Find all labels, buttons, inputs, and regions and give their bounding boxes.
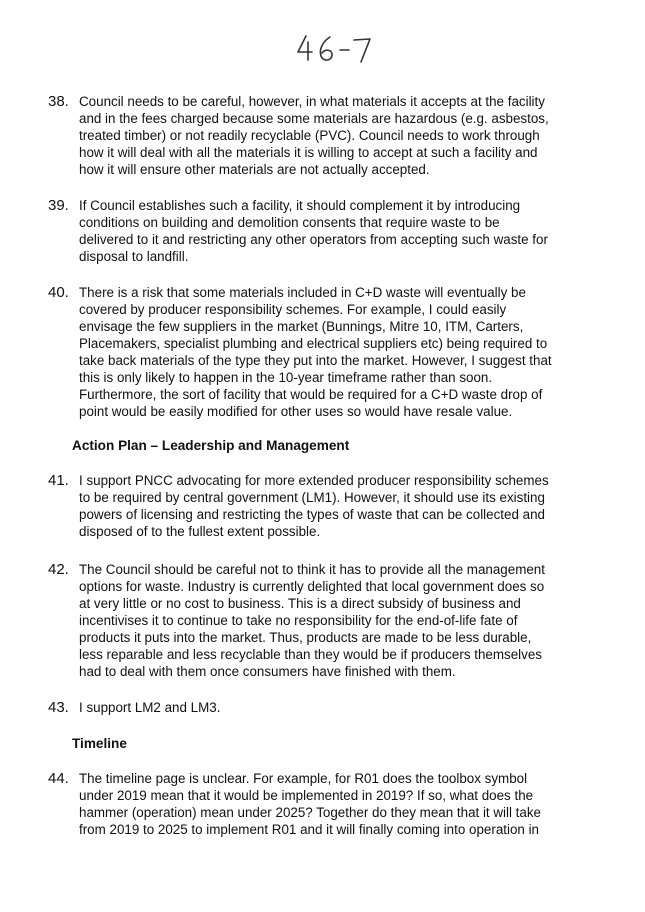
text-line: delivered to it and restricting any other operators from accepting such waste for <box>79 232 548 247</box>
text-line: Placemakers, specialist plumbing and electrical suppliers etc) being required to <box>79 336 548 351</box>
text-line: covered by producer responsibility schemes. For example, I could easily <box>79 302 507 317</box>
text-line: this is only likely to happen in the 10-year timeframe rather than soon. <box>79 370 493 385</box>
paragraph-text <box>79 770 609 838</box>
text-line: Council needs to be careful, however, in what materials it accepts at the facility <box>79 94 545 109</box>
text-line: at very little or no cost to business. This is a direct subsidy of business and <box>79 596 521 611</box>
paragraph-number: 38. <box>48 93 69 110</box>
text-line: how it will deal with all the materials it is willing to accept at such a facility and <box>79 145 538 160</box>
section-heading-timeline: Timeline <box>72 736 127 751</box>
text-line: envisage the few suppliers in the market (Bunnings, Mitre 10, ITM, Carters, <box>79 319 524 334</box>
text-line: point would be easily modified for other uses so would have resale value. <box>79 404 513 419</box>
paragraph-text <box>79 284 609 420</box>
paragraph-number: 42. <box>48 561 69 578</box>
text-line: products it puts into the market. Thus, products are made to be less durable, <box>79 630 532 645</box>
text-line: conditions on building and demolition consents that require waste to be <box>79 215 500 230</box>
text-line: treated timber) or not readily recyclable (PVC). Council needs to work through <box>79 128 540 143</box>
paragraph-text <box>79 93 609 178</box>
paragraph-text <box>79 197 609 265</box>
paragraph-number: 39. <box>48 197 69 214</box>
text-line: The Council should be careful not to think it has to provide all the management <box>79 562 545 577</box>
text-line: powers of licensing and restricting the types of waste that can be collected and <box>79 507 545 522</box>
text-line: less reparable and less recyclable than they would be if producers themselves <box>79 647 542 662</box>
paragraph-text <box>79 699 609 716</box>
text-line: There is a risk that some materials included in C+D waste will eventually be <box>79 285 526 300</box>
text-line: I support PNCC advocating for more extended producer responsibility schemes <box>79 473 549 488</box>
paragraph-text <box>79 561 609 680</box>
text-line: options for waste. Industry is currently delighted that local government does so <box>79 579 545 594</box>
text-line: had to deal with them once consumers have finished with them. <box>79 664 456 679</box>
paragraph-text <box>79 472 609 540</box>
text-line: Furthermore, the sort of facility that would be required for a C+D waste drop of <box>79 387 543 402</box>
text-line: under 2019 mean that it would be implemented in 2019? If so, what does the <box>79 788 534 803</box>
handwritten-page-number <box>292 32 382 66</box>
text-line: incentivises it to continue to take no responsibility for the end-of-life fate of <box>79 613 518 628</box>
paragraph-number: 43. <box>48 699 69 716</box>
text-line: from 2019 to 2025 to implement R01 and it will finally coming into operation in <box>79 822 539 837</box>
text-line: take back materials of the type they put into the market. However, I suggest that <box>79 353 552 368</box>
text-line: hammer (operation) mean under 2025? Together do they mean that it will take <box>79 805 541 820</box>
text-line: disposed of to the fullest extent possible. <box>79 524 321 539</box>
section-heading-leadership: Action Plan – Leadership and Management <box>72 438 350 453</box>
paragraph-number: 41. <box>48 472 69 489</box>
text-line: The timeline page is unclear. For example, for R01 does the toolbox symbol <box>79 771 528 786</box>
text-line: how it will ensure other materials are not actually accepted. <box>79 162 430 177</box>
text-line: If Council establishes such a facility, it should complement it by introducing <box>79 198 521 213</box>
text-line: to be required by central government (LM1). However, it should use its existing <box>79 490 545 505</box>
text-line: I support LM2 and LM3. <box>79 700 221 715</box>
text-line: disposal to landfill. <box>79 249 189 264</box>
paragraph-number: 44. <box>48 770 69 787</box>
text-line: and in the fees charged because some materials are hazardous (e.g. asbestos, <box>79 111 549 126</box>
paragraph-number: 40. <box>48 284 69 301</box>
